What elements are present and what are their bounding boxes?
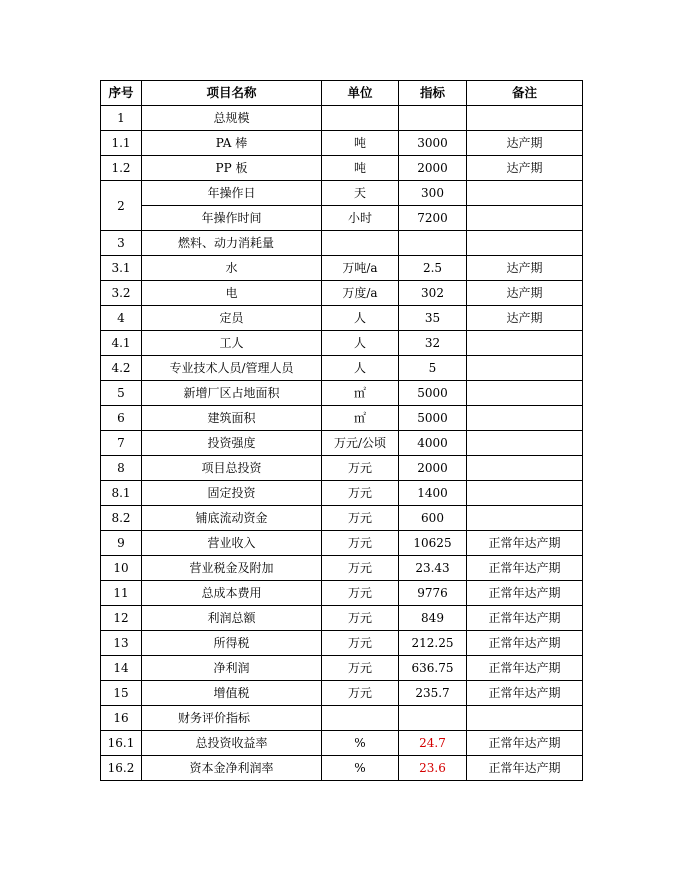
cell-value: 9776	[399, 581, 467, 606]
cell-name: 利润总额	[142, 606, 322, 631]
cell-note	[467, 106, 583, 131]
cell-seq: 16.2	[101, 756, 142, 781]
cell-note: 正常年达产期	[467, 556, 583, 581]
cell-value: 32	[399, 331, 467, 356]
table-row	[101, 706, 583, 731]
cell-unit: %	[322, 731, 399, 756]
cell-note: 达产期	[467, 131, 583, 156]
cell-value	[399, 706, 467, 731]
cell-name: 水	[142, 256, 322, 281]
cell-unit: 万度/a	[322, 281, 399, 306]
cell-seq: 2	[101, 181, 142, 231]
cell-value: 300	[399, 181, 467, 206]
table-row	[101, 156, 583, 181]
cell-value: 849	[399, 606, 467, 631]
table-row	[101, 331, 583, 356]
table-row	[101, 606, 583, 631]
cell-value: 636.75	[399, 656, 467, 681]
cell-seq: 12	[101, 606, 142, 631]
cell-unit	[322, 706, 399, 731]
cell-note: 正常年达产期	[467, 731, 583, 756]
table-row	[101, 256, 583, 281]
cell-value-highlight: 24.7	[399, 731, 467, 756]
cell-seq: 16	[101, 706, 142, 731]
cell-unit: 万元	[322, 506, 399, 531]
cell-seq: 6	[101, 406, 142, 431]
table-row	[101, 581, 583, 606]
cell-value: 3000	[399, 131, 467, 156]
cell-seq: 1	[101, 106, 142, 131]
cell-unit: 万元	[322, 531, 399, 556]
cell-value: 2000	[399, 156, 467, 181]
cell-value-highlight: 23.6	[399, 756, 467, 781]
cell-name: 营业收入	[142, 531, 322, 556]
header-unit: 单位	[322, 81, 399, 106]
cell-name: 增值税	[142, 681, 322, 706]
cell-value: 212.25	[399, 631, 467, 656]
cell-unit: 万元	[322, 606, 399, 631]
cell-unit	[322, 106, 399, 131]
cell-name: 定员	[142, 306, 322, 331]
cell-unit: 万元	[322, 656, 399, 681]
cell-note	[467, 231, 583, 256]
cell-seq: 8.2	[101, 506, 142, 531]
cell-name: 新增厂区占地面积	[142, 381, 322, 406]
cell-seq: 4	[101, 306, 142, 331]
cell-unit: 天	[322, 181, 399, 206]
cell-value: 23.43	[399, 556, 467, 581]
cell-seq: 16.1	[101, 731, 142, 756]
cell-value	[399, 106, 467, 131]
cell-name: 投资强度	[142, 431, 322, 456]
cell-name: 资本金净利润率	[142, 756, 322, 781]
cell-value: 10625	[399, 531, 467, 556]
cell-note: 正常年达产期	[467, 581, 583, 606]
cell-seq: 13	[101, 631, 142, 656]
cell-value: 2.5	[399, 256, 467, 281]
cell-unit: 万元	[322, 581, 399, 606]
cell-name: 专业技术人员/管理人员	[142, 356, 322, 381]
header-seq: 序号	[101, 81, 142, 106]
cell-note	[467, 331, 583, 356]
cell-name: 年操作时间	[142, 206, 322, 231]
cell-seq: 14	[101, 656, 142, 681]
table-row	[101, 656, 583, 681]
cell-name: 所得税	[142, 631, 322, 656]
cell-seq: 8	[101, 456, 142, 481]
cell-name: 营业税金及附加	[142, 556, 322, 581]
cell-unit: 万吨/a	[322, 256, 399, 281]
cell-unit: %	[322, 756, 399, 781]
header-value: 指标	[399, 81, 467, 106]
cell-name: 总成本费用	[142, 581, 322, 606]
cell-unit: 人	[322, 331, 399, 356]
cell-unit: 吨	[322, 131, 399, 156]
table-row	[101, 181, 583, 206]
cell-seq: 3.1	[101, 256, 142, 281]
cell-unit: 万元/公顷	[322, 431, 399, 456]
cell-name: 总规模	[142, 106, 322, 131]
cell-name: 项目总投资	[142, 456, 322, 481]
cell-note	[467, 706, 583, 731]
cell-note	[467, 181, 583, 206]
cell-value: 235.7	[399, 681, 467, 706]
cell-seq: 11	[101, 581, 142, 606]
cell-name: PP 板	[142, 156, 322, 181]
cell-seq: 4.2	[101, 356, 142, 381]
cell-note: 达产期	[467, 306, 583, 331]
cell-note: 正常年达产期	[467, 756, 583, 781]
cell-unit: 万元	[322, 481, 399, 506]
cell-seq: 4.1	[101, 331, 142, 356]
cell-value	[399, 231, 467, 256]
cell-note: 达产期	[467, 256, 583, 281]
table-row	[101, 231, 583, 256]
cell-unit: ㎡	[322, 381, 399, 406]
cell-seq: 1.1	[101, 131, 142, 156]
table-row	[101, 731, 583, 756]
cell-seq: 3	[101, 231, 142, 256]
cell-name: 工人	[142, 331, 322, 356]
table-row	[101, 106, 583, 131]
header-note: 备注	[467, 81, 583, 106]
cell-seq: 15	[101, 681, 142, 706]
cell-unit: 万元	[322, 681, 399, 706]
indicator-table	[100, 80, 583, 781]
table-row	[101, 681, 583, 706]
cell-unit	[322, 231, 399, 256]
table-row	[101, 306, 583, 331]
cell-value: 4000	[399, 431, 467, 456]
cell-value: 35	[399, 306, 467, 331]
cell-note: 正常年达产期	[467, 531, 583, 556]
cell-name	[142, 231, 322, 256]
cell-seq: 8.1	[101, 481, 142, 506]
cell-note: 达产期	[467, 156, 583, 181]
cell-seq: 7	[101, 431, 142, 456]
cell-unit: 万元	[322, 456, 399, 481]
cell-unit: 万元	[322, 556, 399, 581]
header-name: 项目名称	[142, 81, 322, 106]
table-row	[101, 281, 583, 306]
cell-unit: 小时	[322, 206, 399, 231]
cell-note: 正常年达产期	[467, 681, 583, 706]
cell-seq: 3.2	[101, 281, 142, 306]
cell-note	[467, 481, 583, 506]
cell-note: 达产期	[467, 281, 583, 306]
table-row	[101, 756, 583, 781]
cell-note	[467, 506, 583, 531]
cell-name: 电	[142, 281, 322, 306]
table-row	[101, 431, 583, 456]
table-row	[101, 381, 583, 406]
cell-value: 600	[399, 506, 467, 531]
cell-name: PA 棒	[142, 131, 322, 156]
cell-name: 铺底流动资金	[142, 506, 322, 531]
cell-name: 净利润	[142, 656, 322, 681]
table-row	[101, 356, 583, 381]
cell-note: 正常年达产期	[467, 656, 583, 681]
table-row	[101, 206, 583, 231]
cell-note	[467, 431, 583, 456]
cell-unit: 吨	[322, 156, 399, 181]
cell-unit: 人	[322, 356, 399, 381]
cell-seq: 9	[101, 531, 142, 556]
cell-seq: 10	[101, 556, 142, 581]
cell-value: 5000	[399, 381, 467, 406]
table-header-row	[101, 81, 583, 106]
table-row	[101, 556, 583, 581]
cell-name: 年操作日	[142, 181, 322, 206]
table-row	[101, 406, 583, 431]
cell-note: 正常年达产期	[467, 631, 583, 656]
cell-name-text: 财务评价指标	[178, 711, 251, 725]
cell-unit: ㎡	[322, 406, 399, 431]
cell-value: 302	[399, 281, 467, 306]
cell-note: 正常年达产期	[467, 606, 583, 631]
cell-note	[467, 456, 583, 481]
table-row	[101, 481, 583, 506]
cell-seq: 5	[101, 381, 142, 406]
cell-seq: 1.2	[101, 156, 142, 181]
table-row	[101, 631, 583, 656]
cell-note	[467, 406, 583, 431]
table-row	[101, 531, 583, 556]
cell-value: 5000	[399, 406, 467, 431]
cell-note	[467, 381, 583, 406]
cell-value: 1400	[399, 481, 467, 506]
cell-value: 5	[399, 356, 467, 381]
cell-note	[467, 206, 583, 231]
table-row	[101, 456, 583, 481]
cell-name: 总投资收益率	[142, 731, 322, 756]
cell-value: 7200	[399, 206, 467, 231]
cell-name-text: 燃料、动力消耗量	[178, 236, 275, 250]
cell-note	[467, 356, 583, 381]
cell-name: 建筑面积	[142, 406, 322, 431]
table-row	[101, 506, 583, 531]
cell-unit: 人	[322, 306, 399, 331]
table-row	[101, 131, 583, 156]
cell-unit: 万元	[322, 631, 399, 656]
cell-name	[142, 706, 322, 731]
cell-name: 固定投资	[142, 481, 322, 506]
cell-value: 2000	[399, 456, 467, 481]
